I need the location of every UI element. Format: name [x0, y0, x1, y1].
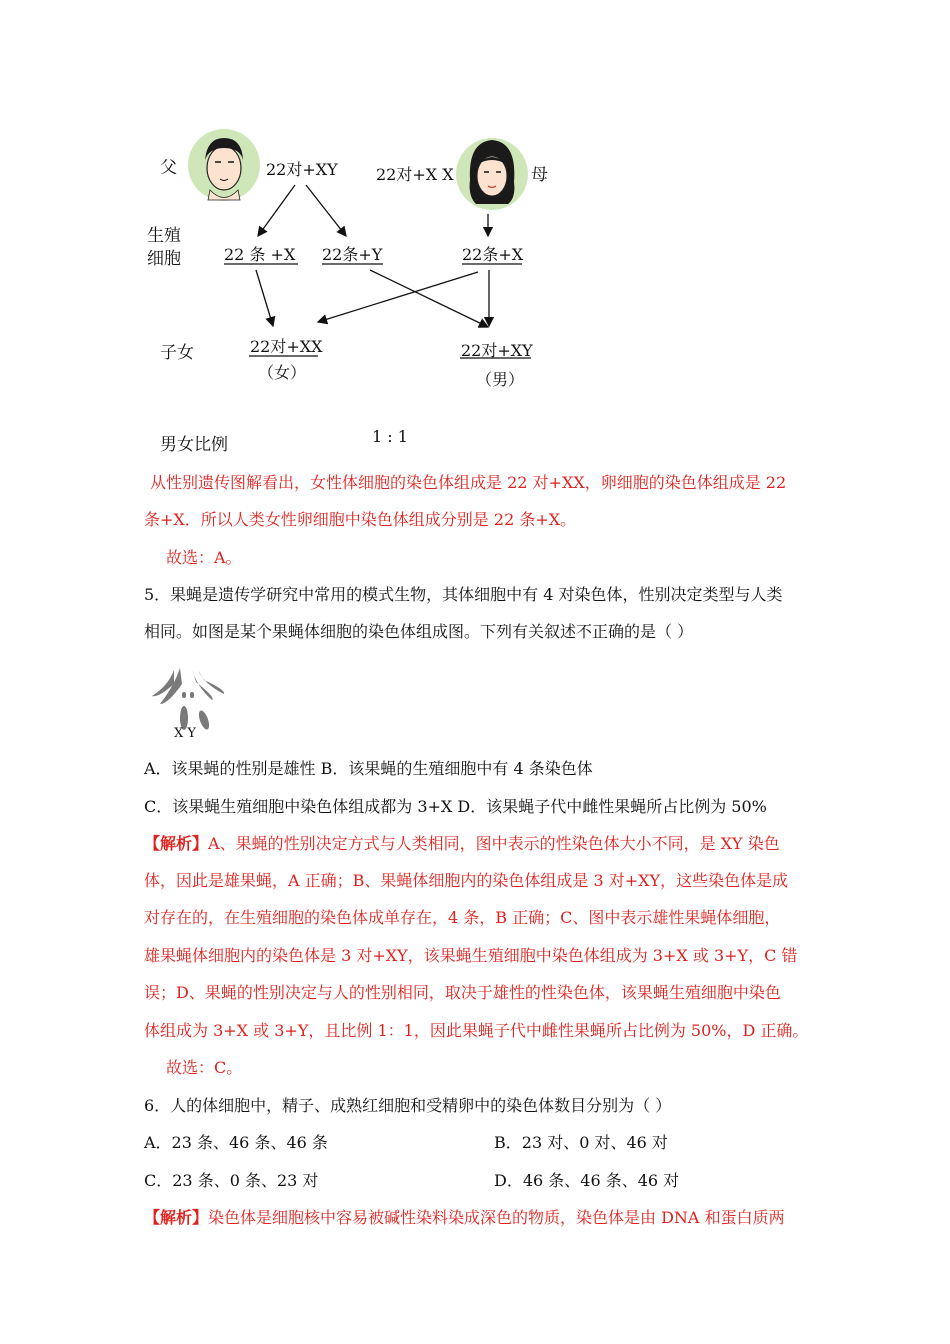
offspring-label: 子女 — [160, 343, 194, 363]
father-label: 父 — [160, 158, 177, 178]
q5-analysis-line6: 体组成为 3+X 或 3+Y，且比例 1：1，因此果蝇子代中雌性果蝇所占比例为 50%，D 正确。 — [144, 1021, 809, 1040]
gamete-father-x: 22 条 +X — [224, 245, 296, 264]
gamete-mother-x: 22条+X — [462, 245, 524, 264]
q6-analysis-tag: 【解析】 — [144, 1208, 209, 1227]
q4-analysis-line1: 从性别遗传图解看出，女性体细胞的染色体组成是 22 对+XX，卵细胞的染色体组成是 22 — [150, 473, 787, 492]
q5-analysis-tag: 【解析】 — [144, 834, 209, 853]
ratio-value: 1 : 1 — [372, 427, 408, 446]
mother-genotype: 22对+X X — [376, 165, 454, 184]
father-portrait — [188, 129, 260, 201]
gamete-father-y: 22条+Y — [322, 245, 383, 264]
ratio-label: 男女比例 — [160, 435, 228, 455]
q5-analysis-line2: 体，因此是雄果蝇，A 正确；B、果蝇体细胞内的染色体组成是 3 对+XY，这些染色体是成 — [144, 871, 789, 890]
q5-analysis-line5: 误；D、果蝇的性别决定与人的性别相同，取决于雄性的性染色体，该果蝇生殖细胞中染色 — [144, 983, 781, 1002]
q6-stem: 6．人的体细胞中，精子、成熟红细胞和受精卵中的染色体数目分别为（ ） — [144, 1096, 672, 1115]
q5-analysis-line1 — [144, 834, 780, 854]
child-female-sex: （女） — [258, 363, 307, 382]
sex-chromosome-labels: X Y — [174, 726, 196, 741]
q4-answer: 故选：A。 — [166, 548, 242, 567]
q5-options-line1: A．该果蝇的性别是雄性 B．该果蝇的生殖细胞中有 4 条染色体 — [144, 759, 593, 778]
child-male-genotype: 22对+XY — [461, 341, 533, 360]
child-female-genotype: 22对+XX — [250, 337, 323, 356]
q4-analysis-line2: 条+X．所以人类女性卵细胞中染色体组成分别是 22 条+X。 — [144, 510, 577, 529]
q5-stem-line2: 相同。如图是某个果蝇体细胞的染色体组成图。下列有关叙述不正确的是（ ） — [144, 622, 694, 641]
q6-option-d: D．46 条、46 条、46 对 — [494, 1171, 680, 1190]
q6-analysis-line1 — [144, 1208, 785, 1228]
gametes-label-line2: 细胞 — [147, 249, 181, 269]
diagram-graphics — [0, 0, 950, 470]
q6-analysis-text1: 染色体是细胞核中容易被碱性染料染成深色的物质，染色体是由 DNA 和蛋白质两 — [208, 1208, 785, 1227]
q5-analysis-line4: 雄果蝇体细胞内的染色体是 3 对+XY，该果蝇生殖细胞中染色体组成为 3+X 或 3+Y，C 错 — [144, 946, 798, 965]
gametes-label-line1: 生殖 — [147, 226, 181, 246]
q5-analysis-text1: A、果蝇的性别决定方式与人类相同，图中表示的性染色体大小不同，是 XY 染色 — [208, 834, 780, 853]
q5-answer: 故选：C。 — [166, 1058, 243, 1077]
mother-portrait — [456, 138, 528, 210]
q5-stem-line1: 5．果蝇是遗传学研究中常用的模式生物，其体细胞中有 4 对染色体，性别决定类型与人类 — [144, 585, 783, 604]
child-male-sex: （男） — [476, 370, 525, 389]
q6-option-c: C．23 条、0 条、23 对 — [144, 1171, 319, 1190]
q5-analysis-line3: 对存在的，在生殖细胞的染色体成单存在，4 条，B 正确；C、图中表示雄性果蝇体细胞， — [144, 908, 781, 927]
mother-label: 母 — [531, 165, 548, 185]
q6-option-b: B．23 对、0 对、46 对 — [494, 1133, 668, 1152]
fruitfly-chromosome-figure — [146, 660, 230, 742]
father-genotype: 22对+XY — [266, 160, 338, 179]
q6-option-a: A．23 条、46 条、46 条 — [144, 1133, 328, 1152]
q5-options-line2: C．该果蝇生殖细胞中染色体组成都为 3+X D．该果蝇子代中雌性果蝇所占比例为 50% — [144, 797, 767, 816]
